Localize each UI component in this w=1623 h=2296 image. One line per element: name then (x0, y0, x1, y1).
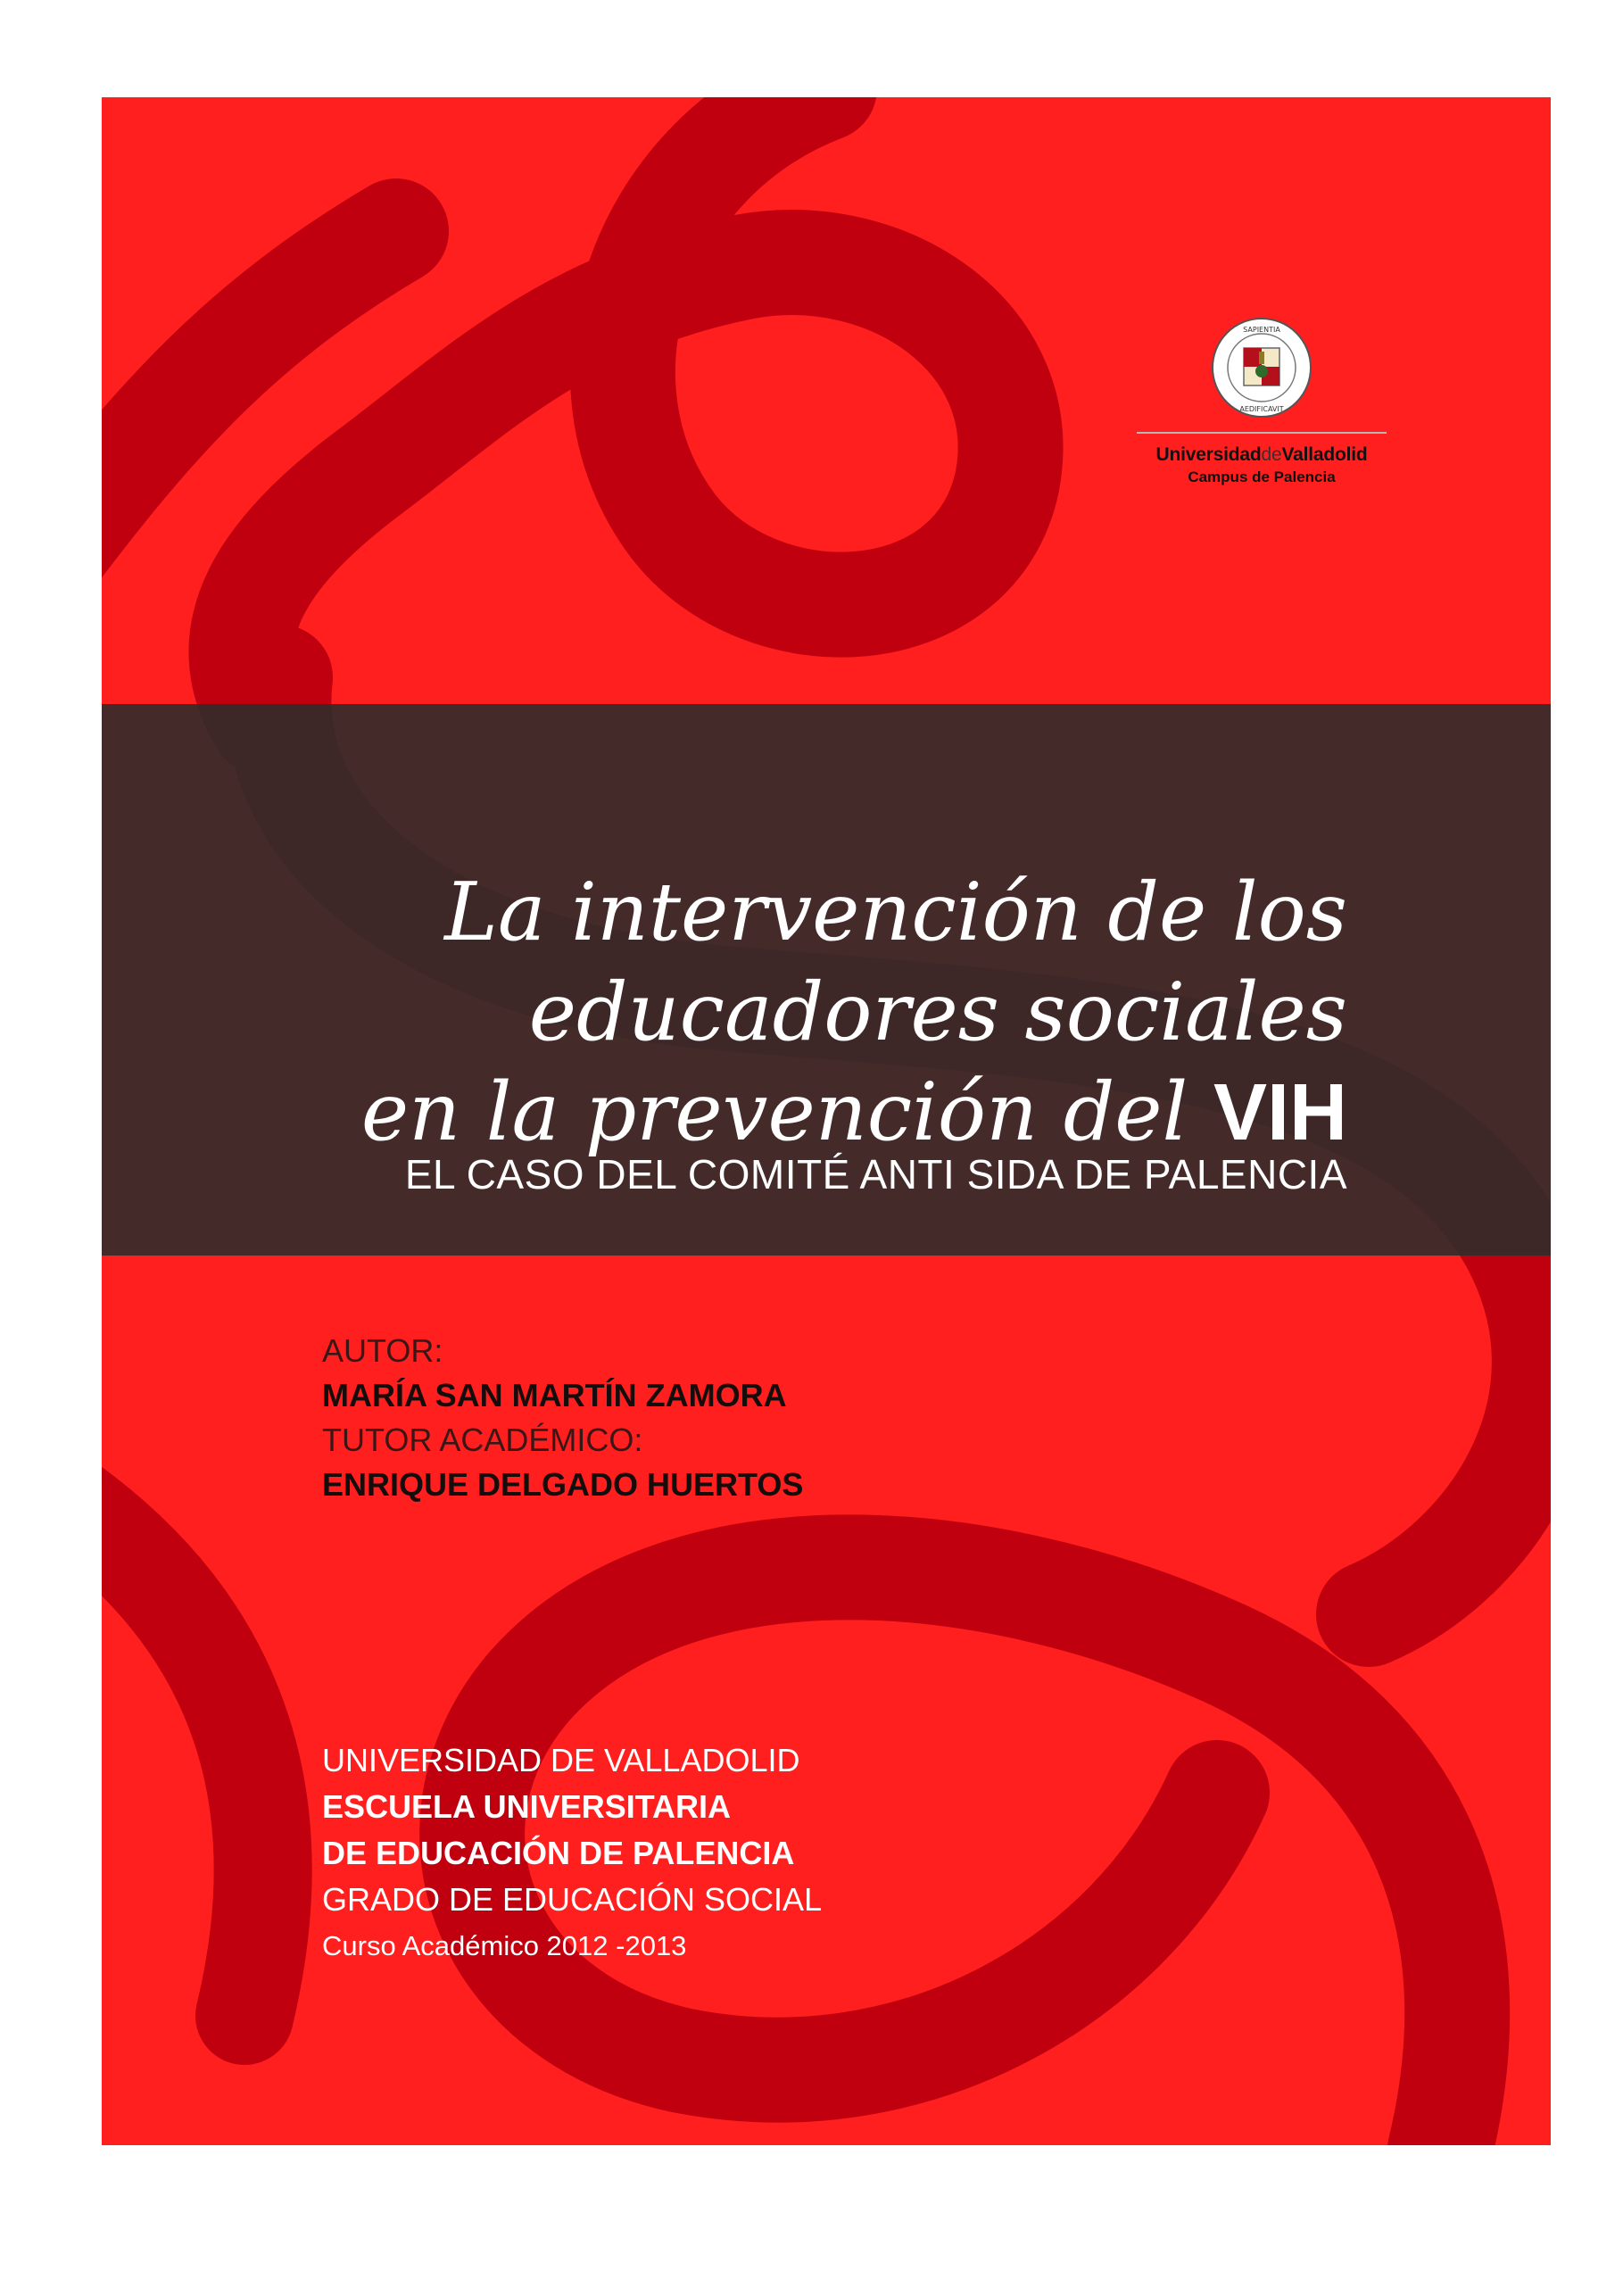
svg-text:SAPIENTIA: SAPIENTIA (1243, 326, 1280, 334)
course-line: Curso Académico 2012 -2013 (322, 1930, 687, 1961)
cover-page (102, 97, 1551, 2145)
title-line-3: en la prevención del VIH (360, 1065, 1347, 1159)
author-label: AUTOR: (322, 1332, 443, 1369)
university-seal-icon (1210, 316, 1313, 419)
title-line-1: La intervención de los (444, 866, 1347, 959)
school-line-1: ESCUELA UNIVERSITARIA (322, 1788, 732, 1825)
institution-block (322, 1737, 822, 1969)
tutor-label: TUTOR ACADÉMICO: (322, 1422, 643, 1458)
title-band (102, 704, 1551, 1256)
author-name: MARÍA SAN MARTÍN ZAMORA (322, 1377, 787, 1413)
school-line-2: DE EDUCACIÓN DE PALENCIA (322, 1835, 795, 1871)
credits-block (322, 1329, 803, 1507)
university-name: UniversidaddeValladolid (1155, 444, 1368, 465)
svg-text:AEDIFICAVIT: AEDIFICAVIT (1239, 405, 1284, 413)
document-subtitle: EL CASO DEL COMITÉ ANTI SIDA DE PALENCIA (404, 1151, 1347, 1198)
university-logo (1074, 316, 1449, 486)
university-line: UNIVERSIDAD DE VALLADOLID (322, 1742, 800, 1778)
document-title (102, 863, 1347, 1163)
campus-name: Campus de Palencia (1188, 468, 1336, 485)
degree-line: GRADO DE EDUCACIÓN SOCIAL (322, 1881, 823, 1918)
tutor-name: ENRIQUE DELGADO HUERTOS (322, 1466, 804, 1503)
title-line-2: educadores sociales (528, 966, 1347, 1059)
logo-divider (1137, 432, 1387, 434)
